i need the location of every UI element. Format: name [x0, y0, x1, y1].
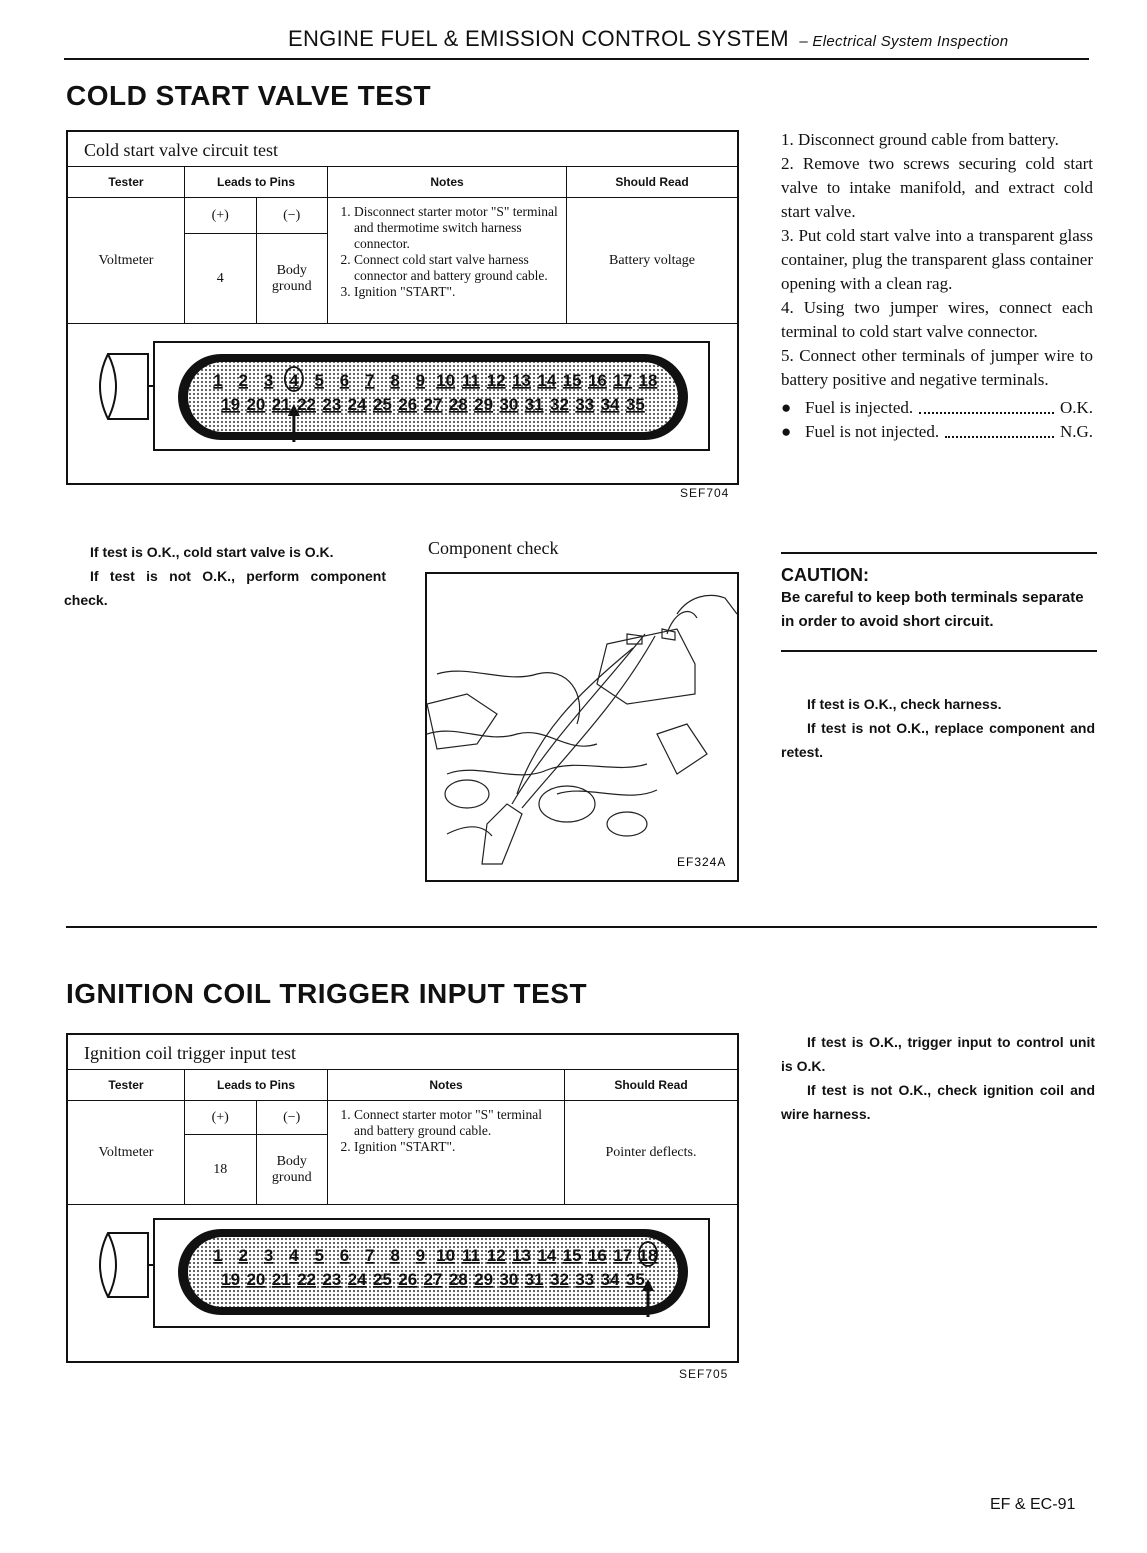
caution-top-rule	[781, 552, 1097, 554]
plus-pin: 18	[185, 1135, 257, 1205]
minus-pin: Body ground	[256, 1135, 328, 1205]
pin-label: 31	[524, 1270, 544, 1289]
connector-diagram-2	[68, 1205, 737, 1345]
pin-label: 19	[221, 1270, 241, 1289]
photo-illustration	[427, 574, 737, 880]
cable-stub	[100, 1233, 148, 1297]
cold-start-spec-table	[68, 166, 737, 324]
caution-text: Be careful to keep both terminals separate in order to avoid short circuit.	[781, 589, 1084, 630]
pin-label: 29	[474, 1270, 494, 1289]
caution-box	[781, 565, 1095, 634]
pin-label: 32	[550, 395, 569, 414]
pin-label: 9	[415, 1246, 426, 1265]
pin-label: 13	[512, 1246, 531, 1265]
trigger-spec-table	[68, 1069, 737, 1205]
plus-lead: (+)	[185, 198, 257, 234]
should-read-cell: Pointer deflects.	[565, 1101, 738, 1205]
pin-label: 7	[365, 1246, 375, 1265]
pin-label: 20	[246, 1270, 266, 1289]
note-item: 3. Ignition "START".	[354, 284, 562, 300]
page-header	[288, 26, 1008, 52]
section2-title: IGNITION COIL TRIGGER INPUT TEST	[66, 978, 588, 1009]
minus-lead: (−)	[256, 1101, 328, 1135]
tester-cell: Voltmeter	[68, 198, 185, 324]
bullet-item	[781, 396, 1093, 420]
step-item: 3. Put cold start valve into a transparent glass container, plug the transparent glass container opening with a clean rag.	[781, 226, 1093, 293]
pin-label: 17	[613, 371, 633, 390]
pin-label: 35	[625, 395, 645, 414]
step-item: 5. Connect other terminals of jumper wire to battery positive and negative terminals.	[781, 346, 1093, 389]
pin-label: 34	[600, 1270, 620, 1289]
bullet-icon: ●	[781, 398, 792, 417]
plus-lead: (+)	[185, 1101, 257, 1135]
pin-label: 6	[339, 371, 350, 390]
tester-cell: Voltmeter	[68, 1101, 185, 1205]
pin-label: 16	[587, 371, 607, 390]
pin-label: 23	[322, 395, 342, 414]
final-ok: If test is O.K., check harness.	[807, 696, 1002, 712]
bullet-item	[781, 420, 1093, 444]
notes-cell	[328, 1101, 565, 1205]
col-should-read: Should Read	[565, 1070, 738, 1101]
pin-label: 27	[423, 395, 443, 414]
bullet-text: Fuel is not injected.	[805, 422, 940, 441]
pin-label: 21	[271, 1270, 291, 1289]
header-title: ENGINE FUEL & EMISSION CONTROL SYSTEM	[288, 26, 789, 51]
result-ok-1: If test is O.K., cold start valve is O.K.	[90, 544, 334, 560]
pin-label: 33	[575, 1270, 595, 1289]
pin-label: 6	[339, 1246, 350, 1265]
pin-label: 29	[474, 395, 494, 414]
col-leads: Leads to Pins	[185, 1070, 328, 1101]
pin-label: 14	[537, 1246, 557, 1265]
pin-label: 12	[486, 1246, 506, 1265]
pin-label: 25	[372, 1270, 392, 1289]
result-ng-1: If test is not O.K., perform component check.	[64, 568, 386, 608]
pin-label: 30	[499, 395, 519, 414]
pin-label: 23	[322, 1270, 342, 1289]
glass-container-icon	[482, 804, 522, 864]
connector-diagram-1	[68, 324, 737, 469]
minus-lead: (−)	[256, 198, 328, 234]
note-item: 1. Disconnect starter motor "S" terminal and thermotime switch harness connector.	[354, 204, 562, 252]
cold-start-box-title: Cold start valve circuit test	[84, 140, 278, 160]
header-rule	[64, 58, 1089, 60]
pin-label: 16	[587, 1246, 607, 1265]
pin-label: 31	[524, 395, 544, 414]
trigger-box-title: Ignition coil trigger input test	[84, 1043, 296, 1063]
cold-start-test-box	[66, 130, 739, 485]
figure-code-2: SEF705	[679, 1367, 729, 1381]
pin-label: 13	[512, 371, 531, 390]
bullet-text: Fuel is injected.	[805, 398, 914, 417]
pin-label: 25	[372, 395, 392, 414]
figure-code-1: SEF704	[680, 486, 730, 500]
pin-label: 32	[550, 1270, 569, 1289]
pin-label: 14	[537, 371, 557, 390]
trigger-test-box	[66, 1033, 739, 1363]
pin-label: 26	[398, 1270, 418, 1289]
bullet-result: O.K.	[1059, 398, 1093, 417]
note-item: 2. Ignition "START".	[354, 1139, 560, 1155]
caution-title: CAUTION:	[781, 565, 869, 585]
result-text-1	[64, 540, 386, 612]
final-ng: If test is not O.K., replace component and retest.	[781, 720, 1095, 760]
cable-end	[108, 354, 116, 419]
pin-label: 15	[562, 371, 582, 390]
component-check-photo	[425, 572, 739, 882]
plus-pin: 4	[185, 234, 257, 324]
pin-label: 21	[271, 395, 291, 414]
pin-label: 28	[448, 1270, 468, 1289]
pin-label: 22	[297, 395, 316, 414]
result-ok-2: If test is O.K., trigger input to control unit is O.K.	[781, 1034, 1095, 1074]
pin-label: 30	[499, 1270, 519, 1289]
page-number: EF & EC-91	[990, 1496, 1076, 1513]
step-item: 2. Remove two screws securing cold start valve to intake manifold, and extract cold start valve.	[781, 154, 1093, 221]
pin-label: 9	[415, 371, 426, 390]
pin-label: 26	[398, 395, 418, 414]
cable-stub	[100, 354, 148, 419]
pin-label: 20	[246, 395, 266, 414]
pin-label: 34	[600, 395, 620, 414]
step-item: 4. Using two jumper wires, connect each terminal to cold start valve connector.	[781, 298, 1093, 341]
pin-label: 12	[486, 371, 506, 390]
pin-label: 1	[213, 1246, 223, 1265]
pin-label: 4	[289, 371, 299, 390]
section1-title: COLD START VALVE TEST	[66, 80, 432, 111]
result-bullets	[781, 396, 1093, 444]
pin-label: 24	[347, 1270, 367, 1289]
col-tester: Tester	[68, 1070, 185, 1101]
minus-pin: Body ground	[256, 234, 328, 324]
col-notes: Notes	[328, 1070, 565, 1101]
final-result-text	[781, 692, 1095, 764]
header-subtitle: – Electrical System Inspection	[799, 33, 1009, 50]
pin-label: 8	[390, 371, 400, 390]
col-tester: Tester	[68, 167, 185, 198]
pin-label: 7	[365, 371, 375, 390]
pin-label: 35	[625, 1270, 645, 1289]
step-item: 1. Disconnect ground cable from battery.	[781, 130, 1059, 149]
pin-label: 2	[238, 1246, 249, 1265]
photo-code: EF324A	[677, 855, 727, 869]
pin-label: 8	[390, 1246, 400, 1265]
pin-label: 27	[423, 1270, 443, 1289]
pin-label: 24	[347, 395, 367, 414]
pin-label: 10	[436, 371, 456, 390]
section-divider	[66, 926, 1097, 928]
notes-cell	[328, 198, 567, 324]
pin-label: 33	[575, 395, 595, 414]
should-read-cell: Battery voltage	[567, 198, 738, 324]
pin-label: 5	[314, 371, 324, 390]
pin-label: 3	[263, 1246, 274, 1265]
pin-label: 11	[461, 371, 480, 390]
pin-label: 11	[461, 1246, 480, 1265]
pin-label: 19	[221, 395, 241, 414]
pin-label: 22	[297, 1270, 316, 1289]
col-leads: Leads to Pins	[185, 167, 328, 198]
pin-label: 10	[436, 1246, 456, 1265]
bullet-result: N.G.	[1059, 422, 1093, 441]
pin-label: 1	[213, 371, 223, 390]
caution-bottom-rule	[781, 650, 1097, 652]
pin-label: 2	[238, 371, 249, 390]
bullet-icon: ●	[781, 422, 792, 441]
note-item: 2. Connect cold start valve harness connector and battery ground cable.	[354, 252, 562, 284]
pin-label: 18	[638, 1246, 658, 1265]
pin-label: 18	[638, 371, 658, 390]
col-should-read: Should Read	[567, 167, 738, 198]
col-notes: Notes	[328, 167, 567, 198]
note-item: 1. Connect starter motor "S" terminal and battery ground cable.	[354, 1107, 560, 1139]
pin-label: 3	[263, 371, 274, 390]
pin-label: 5	[314, 1246, 324, 1265]
result-text-2	[781, 1030, 1095, 1126]
pin-label: 17	[613, 1246, 633, 1265]
pin-label: 15	[562, 1246, 582, 1265]
pin-label: 4	[289, 1246, 299, 1265]
component-check-label: Component check	[428, 538, 559, 558]
procedure-steps	[781, 128, 1093, 444]
pin-label: 28	[448, 395, 468, 414]
result-ng-2: If test is not O.K., check ignition coil and wire harness.	[781, 1082, 1095, 1122]
cable-end	[108, 1233, 116, 1297]
